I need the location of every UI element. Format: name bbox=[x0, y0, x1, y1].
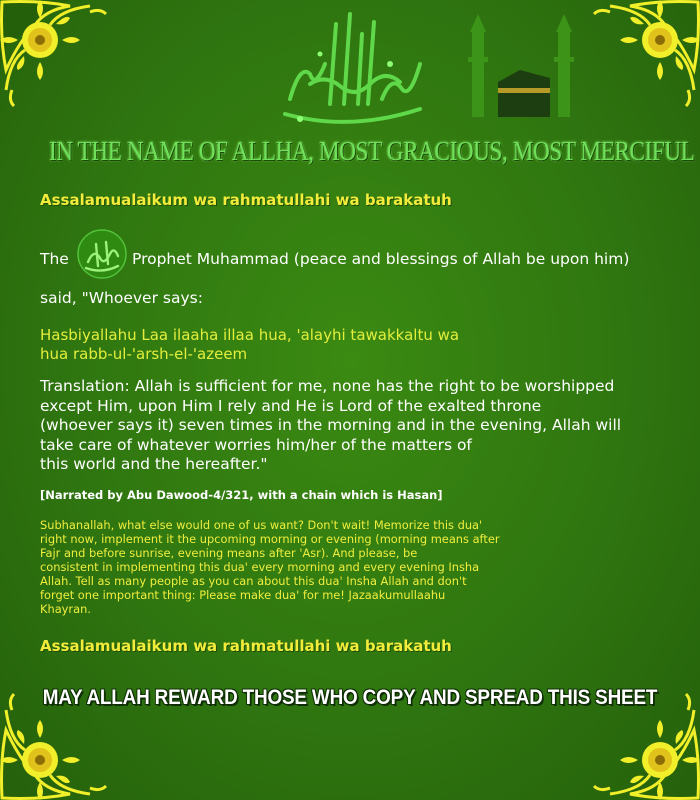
translation-line-4: take care of whatever worries him/her of the matters of bbox=[40, 435, 472, 454]
prophet-intro bbox=[40, 228, 690, 280]
appeal-line-4: consistent in implementing this dua' every morning and every evening Insha bbox=[40, 560, 480, 574]
appeal-line-6: forget one important thing: Please make dua' for me! Jazaakumullaahu bbox=[40, 588, 446, 602]
intro-prophet-line: Prophet Muhammad (peace and blessings of Allah be upon him) bbox=[132, 250, 630, 268]
footer-banner: MAY ALLAH REWARD THOSE WHO COPY AND SPREAD THIS SHEET bbox=[42, 686, 658, 709]
bismillah-english-title: IN THE NAME OF ALLHA, MOST GRACIOUS, MOST MERCIFUL bbox=[49, 136, 695, 166]
dua-line-1: Hasbiyallahu Laa ilaaha illaa hua, 'alayhi tawakkaltu wa bbox=[40, 326, 460, 344]
translation-line-1: Translation: Allah is sufficient for me, none has the right to be worshipped bbox=[40, 377, 615, 395]
appeal-line-5: Allah. Tell as many people as you can about this dua' Insha Allah and don't bbox=[40, 574, 467, 588]
appeal-line-7: Khayran. bbox=[40, 602, 91, 616]
translation-paragraph bbox=[40, 377, 685, 475]
appeal-line-2: right now, implement it the upcoming morning or evening (morning means after bbox=[40, 532, 500, 546]
dua-transliteration bbox=[40, 326, 560, 364]
greeting-bottom: Assalamualaikum wa rahmatullahi wa barakatuh bbox=[40, 637, 452, 655]
translation-line-2: except Him, upon Him I rely and He is Lord of the exalted throne bbox=[40, 396, 542, 415]
translation-line-3: (whoever says it) seven times in the morning and in the evening, Allah will bbox=[40, 416, 622, 434]
appeal-line-1: Subhanallah, what else would one of us want? Don't wait! Memorize this dua' bbox=[40, 518, 483, 532]
flower-ornament-icon bbox=[0, 0, 106, 106]
intro-said: said, "Whoever says: bbox=[40, 289, 203, 307]
corner-ornament-top-left bbox=[0, 0, 110, 110]
bismillah-calligraphy-icon bbox=[270, 4, 430, 134]
narration-reference: [Narrated by Abu Dawood-4/321, with a chain which is Hasan] bbox=[40, 488, 443, 502]
muhammad-calligraphy-seal-icon bbox=[76, 228, 128, 280]
corner-ornament-top-right bbox=[590, 0, 700, 110]
appeal-paragraph bbox=[40, 518, 600, 616]
dua-line-2: hua rabb-ul-'arsh-el-'azeem bbox=[40, 345, 248, 363]
greeting-top: Assalamualaikum wa rahmatullahi wa barakatuh bbox=[40, 191, 452, 209]
flower-ornament-icon bbox=[594, 0, 700, 106]
intro-the: The bbox=[40, 250, 69, 268]
mosque-kaaba-icon bbox=[460, 12, 590, 122]
appeal-line-3: Fajr and before sunrise, evening means after 'Asr). And please, be bbox=[40, 546, 418, 560]
translation-line-5: this world and the hereafter." bbox=[40, 455, 268, 473]
